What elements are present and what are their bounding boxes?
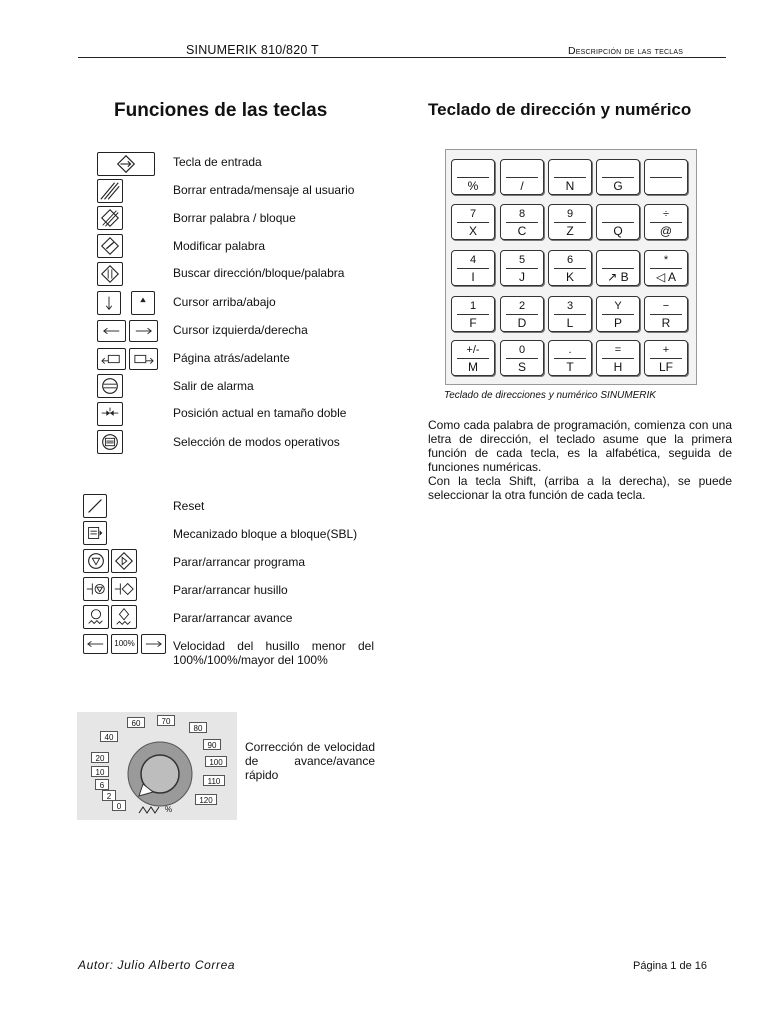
dial-tick: 60 bbox=[127, 717, 145, 728]
dial-percent-symbol: % bbox=[165, 805, 173, 814]
dial-tick: 10 bbox=[91, 766, 109, 777]
dial-label: Corrección de velocidad de avance/avance rápido bbox=[245, 740, 375, 782]
function-label: Buscar dirección/bloque/palabra bbox=[173, 266, 345, 280]
keypad-key[interactable]: + LF bbox=[644, 340, 688, 376]
header-section: Descripción de las teclas bbox=[568, 45, 684, 57]
keypad-key[interactable]: N bbox=[548, 159, 592, 195]
dial-tick: 20 bbox=[91, 752, 109, 763]
keypad-key[interactable]: / bbox=[500, 159, 544, 195]
cursor-up-icon bbox=[131, 291, 155, 315]
function-label: Salir de alarma bbox=[173, 379, 254, 393]
page-back-icon bbox=[97, 348, 126, 370]
keypad-key[interactable]: 7 X bbox=[451, 204, 495, 240]
keypad-key[interactable]: Y P bbox=[596, 296, 640, 332]
keypad-key[interactable]: 6 K bbox=[548, 250, 592, 286]
footer-author: Autor: Julio Alberto Correa bbox=[78, 958, 236, 972]
spindle-speed-decrease-icon bbox=[83, 634, 108, 654]
function-label: Cursor arriba/abajo bbox=[173, 295, 276, 309]
spindle-speed-increase-icon bbox=[141, 634, 166, 654]
description-paragraph: Como cada palabra de programación, comienza con una letra de dirección, el teclado asume que la primera función de cada tecla, es la alfabética, seguida de funciones numéricas. bbox=[428, 418, 732, 474]
keypad-key[interactable]: +/- M bbox=[451, 340, 495, 376]
keypad-key[interactable]: % bbox=[451, 159, 495, 195]
function-label: Modificar palabra bbox=[173, 239, 266, 253]
keypad-key[interactable]: . T bbox=[548, 340, 592, 376]
keypad-key[interactable]: 2 D bbox=[500, 296, 544, 332]
address-numeric-keypad bbox=[445, 149, 697, 385]
spindle-start-icon bbox=[111, 577, 137, 601]
description-paragraph: Con la tecla Shift, (arriba a la derecha), se puede seleccionar la otra función de cada tecla. bbox=[428, 474, 732, 502]
keypad-key[interactable]: 1 F bbox=[451, 296, 495, 332]
keypad-shift-key[interactable] bbox=[644, 159, 688, 195]
section-title-keypad: Teclado de dirección y numérico bbox=[428, 100, 692, 119]
mode-select-icon bbox=[97, 430, 123, 454]
dial-tick: 120 bbox=[195, 794, 217, 805]
function-label: Borrar palabra / bloque bbox=[173, 211, 296, 225]
search-icon bbox=[97, 262, 123, 286]
clear-entry-icon bbox=[97, 179, 123, 203]
machine-function-label: Parar/arrancar husillo bbox=[173, 583, 288, 597]
double-size-icon bbox=[97, 402, 123, 426]
keypad-key[interactable]: 4 I bbox=[451, 250, 495, 286]
dial-tick: 2 bbox=[102, 790, 116, 801]
cursor-left-icon bbox=[97, 320, 126, 342]
feed-start-icon bbox=[111, 605, 137, 629]
dial-tick: 6 bbox=[95, 779, 109, 790]
spindle-stop-icon bbox=[83, 577, 109, 601]
keypad-key[interactable]: 9 Z bbox=[548, 204, 592, 240]
machine-function-label: Parar/arrancar avance bbox=[173, 611, 293, 625]
dial-tick: 0 bbox=[112, 800, 126, 811]
keypad-key[interactable]: − R bbox=[644, 296, 688, 332]
keypad-key[interactable]: 3 L bbox=[548, 296, 592, 332]
header-rule bbox=[78, 57, 726, 58]
dial-tick: 100 bbox=[205, 756, 227, 767]
dial-tick: 90 bbox=[203, 739, 221, 750]
footer-page-number: Página 1 de 16 bbox=[633, 960, 708, 972]
spindle-speed-100-label: 100% bbox=[114, 639, 135, 648]
function-label: Selección de modos operativos bbox=[173, 435, 340, 449]
keypad-key[interactable]: 5 J bbox=[500, 250, 544, 286]
keypad-key[interactable]: G bbox=[596, 159, 640, 195]
program-start-icon bbox=[111, 549, 137, 573]
page-forward-icon bbox=[129, 348, 158, 370]
alarm-exit-icon bbox=[97, 374, 123, 398]
keypad-key[interactable]: ÷ @ bbox=[644, 204, 688, 240]
enter-key-icon bbox=[97, 152, 155, 176]
modify-word-icon bbox=[97, 234, 123, 258]
keypad-key[interactable]: Q bbox=[596, 204, 640, 240]
dial-tick: 70 bbox=[157, 715, 175, 726]
keypad-key[interactable]: ↗ B bbox=[596, 250, 640, 286]
function-label: Tecla de entrada bbox=[173, 155, 262, 169]
keypad-key[interactable]: 0 S bbox=[500, 340, 544, 376]
delete-word-icon bbox=[97, 206, 123, 230]
function-label: Borrar entrada/mensaje al usuario bbox=[173, 183, 355, 197]
keypad-key[interactable]: * ◁ A bbox=[644, 250, 688, 286]
cursor-down-icon bbox=[97, 291, 121, 315]
machine-function-label: Parar/arrancar programa bbox=[173, 555, 306, 569]
program-stop-icon bbox=[83, 549, 109, 573]
function-label: Posición actual en tamaño doble bbox=[173, 406, 347, 420]
feed-override-dial bbox=[77, 712, 237, 820]
spindle-speed-100-key bbox=[111, 634, 138, 654]
cursor-right-icon bbox=[129, 320, 158, 342]
keypad-key[interactable]: 8 C bbox=[500, 204, 544, 240]
dial-tick: 110 bbox=[203, 775, 225, 786]
machine-function-label: Reset bbox=[173, 499, 205, 513]
function-label: Cursor izquierda/derecha bbox=[173, 323, 308, 337]
function-label: Página atrás/adelante bbox=[173, 351, 290, 365]
dial-tick: 40 bbox=[100, 731, 118, 742]
dial-tick: 80 bbox=[189, 722, 207, 733]
keypad-key[interactable]: = H bbox=[596, 340, 640, 376]
machine-function-label: Mecanizado bloque a bloque(SBL) bbox=[173, 527, 358, 541]
reset-icon bbox=[83, 494, 107, 518]
machine-function-label: Velocidad del husillo menor del 100%/100%/mayor del 100% bbox=[173, 639, 374, 667]
header-title: SINUMERIK 810/820 T bbox=[186, 43, 319, 57]
feed-stop-icon bbox=[83, 605, 109, 629]
keypad-caption: Teclado de direcciones y numérico SINUMERIK bbox=[444, 390, 656, 401]
single-block-icon bbox=[83, 521, 107, 545]
section-title-key-functions: Funciones de las teclas bbox=[114, 100, 328, 121]
keypad-description bbox=[428, 418, 732, 502]
